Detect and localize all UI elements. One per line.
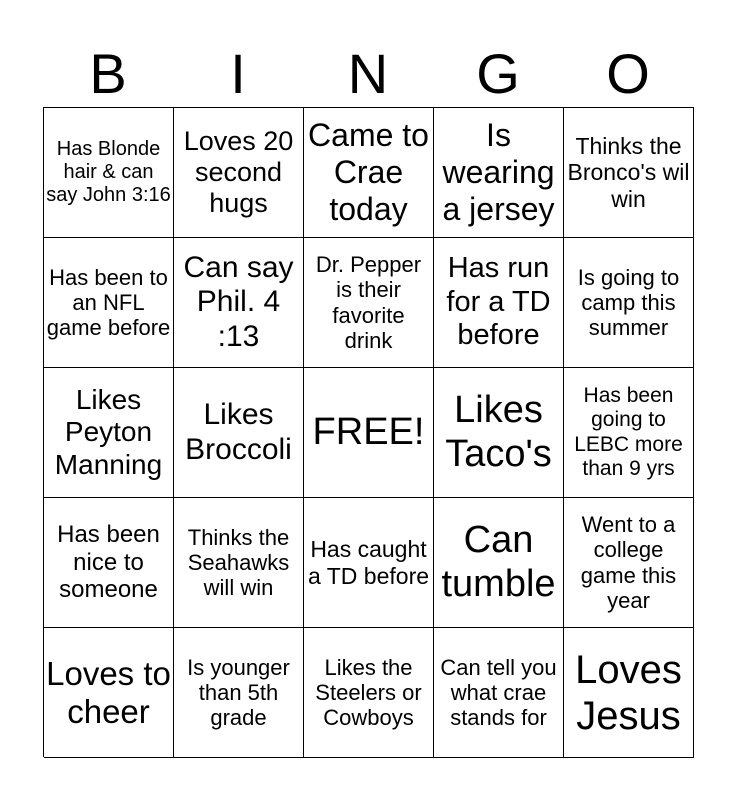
bingo-cell-r5-c3[interactable] xyxy=(304,628,434,758)
header-letter-n: N xyxy=(347,42,389,105)
bingo-cell-text: Thinks the Bronco's wil win xyxy=(567,132,690,212)
bingo-cell-text: Likes Peyton Manning xyxy=(54,384,163,480)
bingo-cell-text: Dr. Pepper is their favorite drink xyxy=(315,251,422,353)
bingo-cell-r5-c1[interactable] xyxy=(44,628,174,758)
bingo-cell-r5-c4[interactable] xyxy=(434,628,564,758)
bingo-cell-r2-c4[interactable] xyxy=(434,238,564,368)
bingo-cell-text: Can tumble xyxy=(441,518,556,605)
bingo-cell-r2-c1[interactable] xyxy=(44,238,174,368)
bingo-cell-r4-c4[interactable] xyxy=(434,498,564,628)
bingo-cell-r3-c1[interactable] xyxy=(44,368,174,498)
bingo-cell-r2-c5[interactable] xyxy=(564,238,694,368)
bingo-cell-r4-c2[interactable] xyxy=(174,498,304,628)
bingo-cell-text: FREE! xyxy=(312,410,425,453)
bingo-cell-text: Has been going to LEBC more than 9 yrs xyxy=(574,384,683,480)
bingo-cell-text: Has run for a TD before xyxy=(446,252,551,352)
bingo-cell-text: Loves 20 second hugs xyxy=(183,125,294,219)
bingo-cell-r4-c3[interactable] xyxy=(304,498,434,628)
bingo-cell-text: Has Blonde hair & can say John 3:16 xyxy=(46,138,171,206)
bingo-cell-text: Has been nice to someone xyxy=(57,521,160,604)
bingo-cell-text: Loves Jesus xyxy=(575,647,682,738)
bingo-cell-r3-c2[interactable] xyxy=(174,368,304,498)
header-letter-i: I xyxy=(230,42,246,105)
bingo-cell-text: Likes the Steelers or Cowboys xyxy=(315,654,422,731)
bingo-cell-r3-c3[interactable] xyxy=(304,368,434,498)
bingo-cell-text: Thinks the Seahawks will win xyxy=(187,524,290,601)
bingo-cell-r1-c2[interactable] xyxy=(174,108,304,238)
bingo-cell-text: Is younger than 5th grade xyxy=(187,654,290,731)
bingo-cell-r3-c4[interactable] xyxy=(434,368,564,498)
bingo-cell-r2-c3[interactable] xyxy=(304,238,434,368)
bingo-cell-r1-c5[interactable] xyxy=(564,108,694,238)
bingo-cell-text: Can say Phil. 4 :13 xyxy=(183,250,294,353)
bingo-cell-text: Likes Taco's xyxy=(445,388,552,475)
bingo-cell-r2-c2[interactable] xyxy=(174,238,304,368)
bingo-cell-text: Likes Broccoli xyxy=(185,398,292,466)
bingo-cell-text: Has caught a TD before xyxy=(307,536,430,589)
header-letter-g: G xyxy=(476,42,520,105)
bingo-cell-text: Went to a college game this year xyxy=(580,511,677,613)
header-letter-b: B xyxy=(89,42,127,105)
header-letter-o: O xyxy=(606,42,650,105)
bingo-cell-text: Is wearing a jersey xyxy=(442,117,555,227)
bingo-cell-r4-c1[interactable] xyxy=(44,498,174,628)
bingo-cell-r5-c5[interactable] xyxy=(564,628,694,758)
bingo-cell-r5-c2[interactable] xyxy=(174,628,304,758)
bingo-cell-r4-c5[interactable] xyxy=(564,498,694,628)
bingo-cell-r3-c5[interactable] xyxy=(564,368,694,498)
bingo-cell-text: Can tell you what crae stands for xyxy=(440,654,557,731)
bingo-cell-r1-c3[interactable] xyxy=(304,108,434,238)
bingo-board xyxy=(43,107,694,757)
bingo-cell-text: Came to Crae today xyxy=(308,117,429,227)
bingo-cell-r1-c1[interactable] xyxy=(44,108,174,238)
bingo-cell-text: Loves to cheer xyxy=(46,654,171,730)
bingo-cell-text: Is going to camp this summer xyxy=(577,264,680,341)
bingo-header xyxy=(43,40,693,108)
bingo-cell-text: Has been to an NFL game before xyxy=(46,264,171,341)
bingo-cell-r1-c4[interactable] xyxy=(434,108,564,238)
